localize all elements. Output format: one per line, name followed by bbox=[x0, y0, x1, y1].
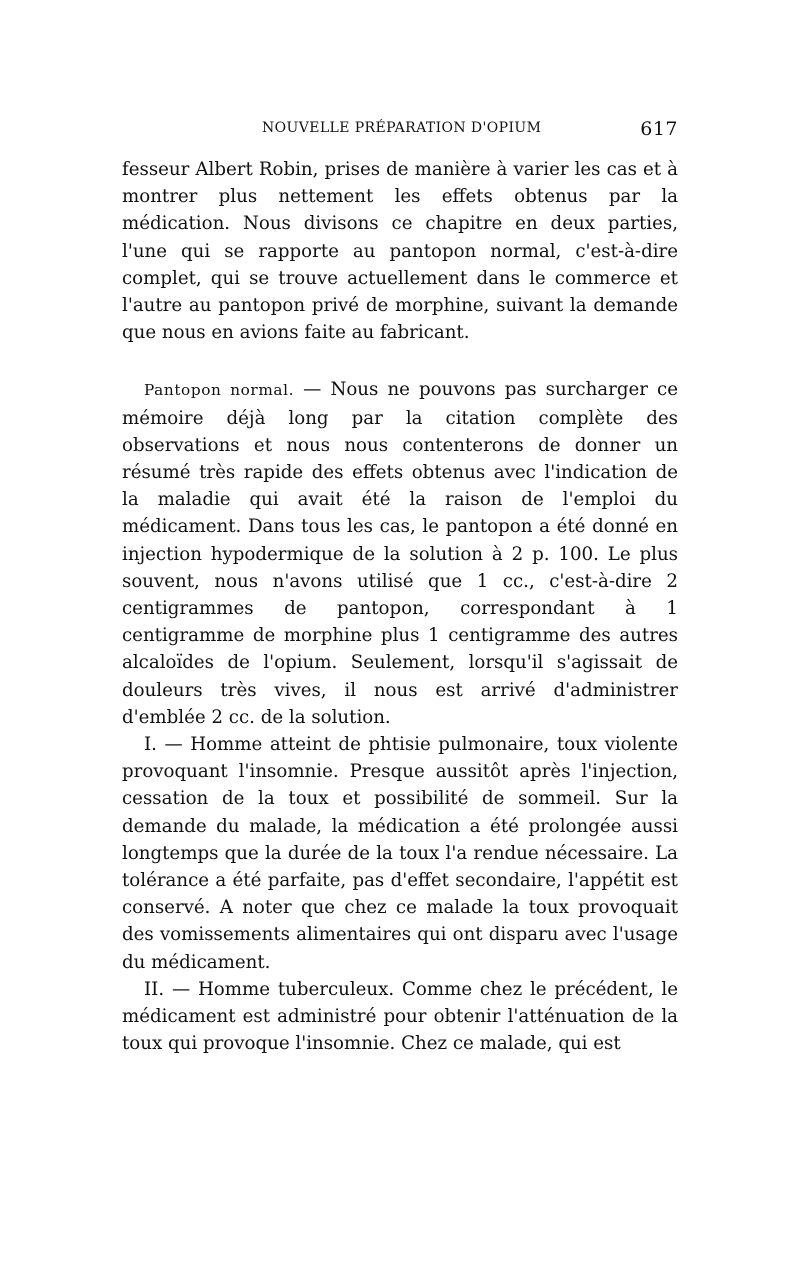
running-head bbox=[122, 118, 678, 144]
paragraph-continuation: fesseur Albert Robin, prises de manière à varier les cas et à montrer plus nettement les effets obtenus par la médication. Nous divisons ce chapitre en deux parties, l'une qui se rapporte au pantopon normal, c'est-à-dire complet, qui se trouve actuellement dans le commerce et l'autre au pantopon privé de morphine, suivant la demande que nous en avions faite au fabricant. bbox=[122, 159, 678, 344]
paragraph-case-1: I. — Homme atteint de phtisie pulmonaire, toux violente provoquant l'insomnie. Presque aussitôt après l'injection, cessation de la toux et possibilité de sommeil. Sur la demande du malade, la médication a été prolongée aussi longtemps que la durée de la toux l'a rendue nécessaire. La tolérance a été parfaite, pas d'effet secondaire, l'appétit est conservé. A noter que chez ce malade la toux provoquait des vomissements alimentaires qui ont disparu avec l'usage du médicament. bbox=[122, 734, 678, 973]
page-number: 617 bbox=[640, 118, 678, 140]
section-lead-pantopon-normal: Pantopon normal. bbox=[144, 381, 295, 400]
running-title: NOUVELLE PRÉPARATION D'OPIUM bbox=[262, 120, 542, 136]
paragraph-case-2: II. — Homme tuberculeux. Comme chez le précédent, le médicament est administré pour obtenir l'atténuation de la toux qui provoque l'insomnie. Chez ce malade, qui est bbox=[122, 978, 678, 1055]
paragraph-pantopon-normal bbox=[122, 376, 678, 731]
body-text bbox=[122, 156, 678, 1058]
paragraph-pantopon-normal-text: — Nous ne pouvons pas surcharger ce mémoire déjà long par la citation complète des observations et nous nous contenterons de donner un résumé très rapide des effets obtenus avec l'indication de la maladie qui avait été la raison de l'emploi du médicament. Dans tous les cas, le pantopon a été donné en injection hypodermique de la solution à 2 p. 100. Le plus souvent, nous n'avons utilisé que 1 cc., c'est-à-dire 2 centigrammes de pantopon, correspondant à 1 centigramme de morphine plus 1 centigramme des autres alcaloïdes de l'opium. Seulement, lorsqu'il s'agissait de douleurs très vives, il nous est arrivé d'administrer d'emblée 2 cc. de la solution. bbox=[122, 379, 678, 728]
